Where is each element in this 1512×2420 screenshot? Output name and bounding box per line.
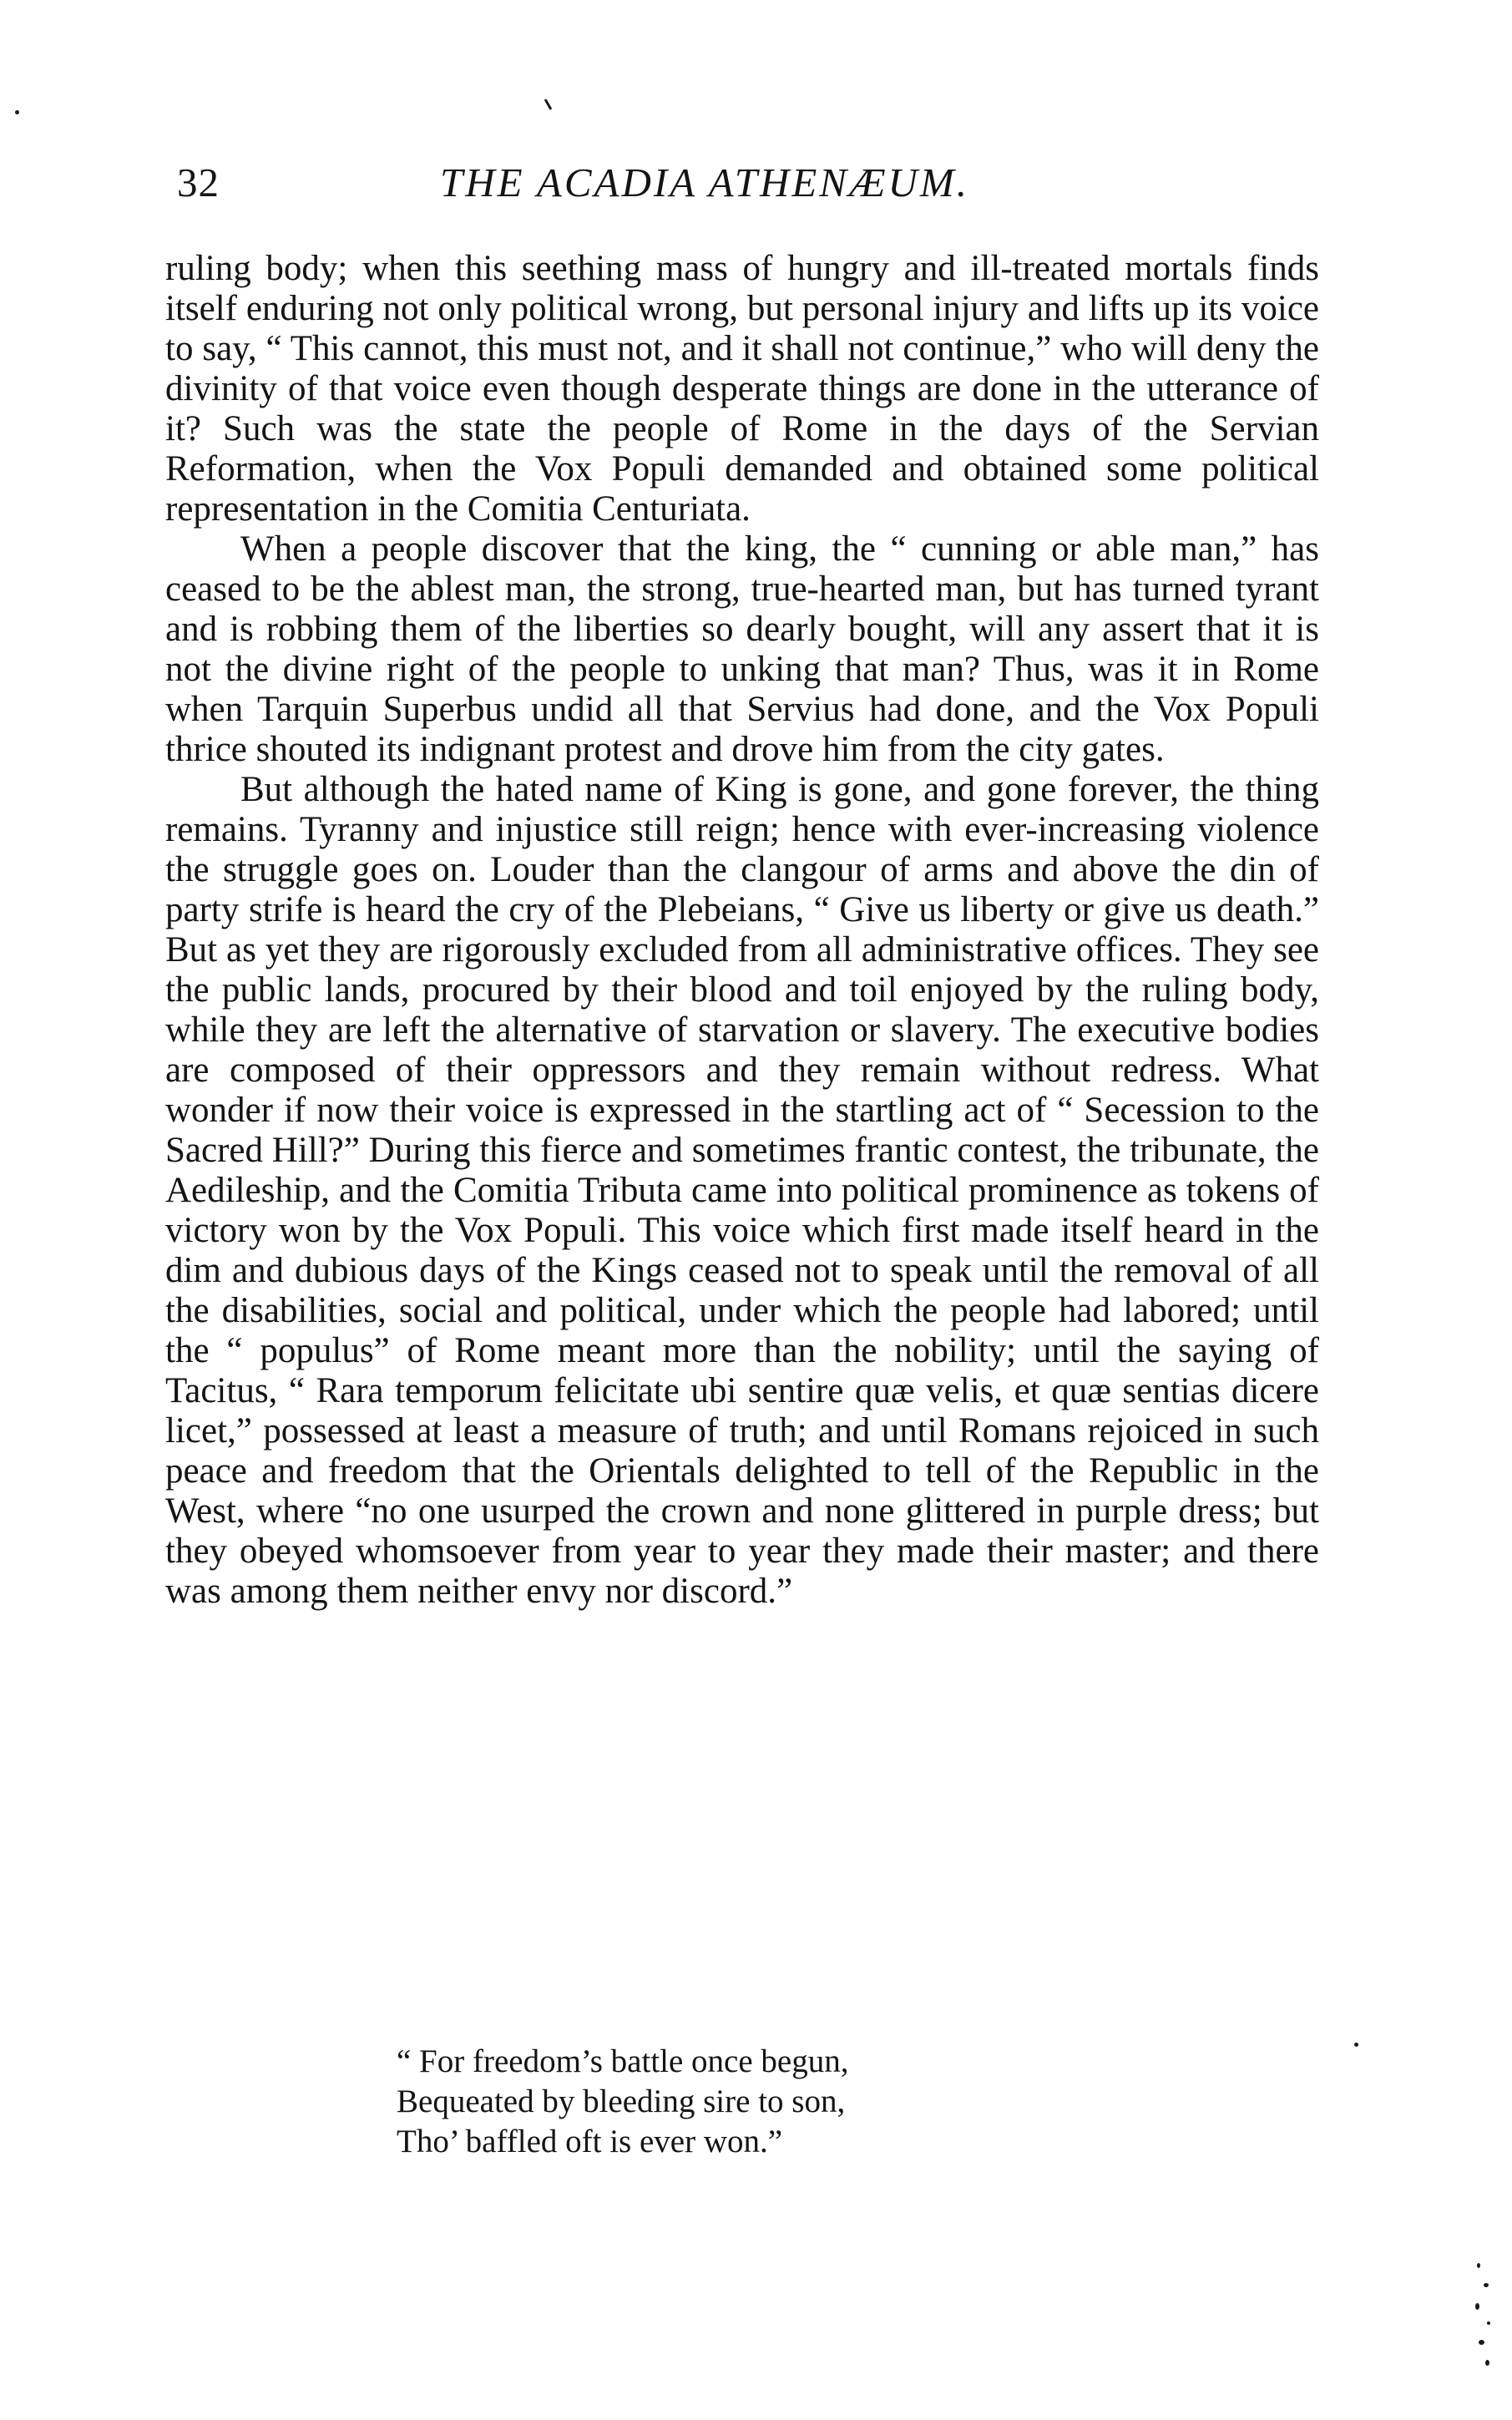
scan-speck xyxy=(1479,2340,1484,2345)
page-number: 32 xyxy=(177,159,220,205)
scan-speck xyxy=(1484,2283,1489,2287)
running-head xyxy=(177,159,1329,217)
paragraph-plebeians: But although the hated name of King is gone, and gone forever, the thing remains. Tyranny and injustice still reign; hence with ever-increasing violence the struggle goes on. Louder than the clangour of arms and above the din of party strife is heard the cry of the Plebeians, “ Give us liberty or give us death.” But as yet they are rigorously excluded from all administrative offices. They see the public lands, procured by their blood and toil enjoyed by the ruling body, while they are left the alternative of starvation or slavery. The executive bodies are composed of their oppressors and they remain without redress. What wonder if now their voice is expressed in the startling act of “ Secession to the Sacred Hill?” During this fierce and sometimes frantic contest, the tribunate, the Aedileship, and the Comitia Tributa came into political prominence as tokens of victory won by the Vox Populi. This voice which first made itself heard in the dim and dubious days of the Kings ceased not to speak until the removal of all the disabilities, social and political, under which the people had labored; until the “ populus” of Rome meant more than the nobility; until the saying of Tacitus, “ Rara temporum felicitate ubi sentire quæ velis, et quæ sentias dicere licet,” possessed at least a measure of truth; and until Romans rejoiced in such peace and freedom that the Orientals delighted to tell of the Republic in the West, where “no one usurped the crown and none glittered in purple dress; but they obeyed whomsoever from year to year they made their master; and there was among them neither envy nor discord.” xyxy=(165,770,1319,1611)
scan-speck xyxy=(1475,2303,1479,2310)
verse-line: Bequeated by bleeding sire to son, xyxy=(397,2083,846,2119)
scan-speck xyxy=(1354,2043,1358,2047)
article-body xyxy=(165,249,1319,1612)
journal-title: THE ACADIA ATHENÆUM. xyxy=(440,159,969,205)
verse-line: Tho’ baffled oft is ever won.” xyxy=(397,2124,783,2159)
scan-speck xyxy=(1485,2360,1489,2366)
scan-edge-marks xyxy=(1469,2255,1502,2380)
verse-quotation xyxy=(397,2042,1148,2162)
scan-speck xyxy=(544,99,553,110)
paragraph-king: When a people discover that the king, the “ cunning or able man,” has ceased to be the ablest man, the strong, true-hearted man, but has turned tyrant and is robbing them of the liberties so dearly bought, will any assert that it is not the divine right of the people to unking that man? Thus, was it in Rome when Tarquin Superbus undid all that Servius had done, and the Vox Populi thrice shouted its indignant protest and drove him from the city gates. xyxy=(165,529,1319,769)
scan-speck xyxy=(1487,2321,1490,2325)
scan-speck xyxy=(15,110,19,114)
verse-line: “ For freedom’s battle once begun, xyxy=(397,2043,849,2079)
paragraph-continued: ruling body; when this seething mass of hungry and ill-treated mortals finds itself enduring not only political wrong, but personal injury and lifts up its voice to say, “ This cannot, this must not, and it shall not continue,” who will deny the divinity of that voice even though desperate things are done in the utterance of it? Such was the state the people of Rome in the days of the Servian Reformation, when the Vox Populi demanded and obtained some political representation in the Comitia Centuriata. xyxy=(165,249,1319,529)
scan-speck xyxy=(1477,2263,1480,2268)
